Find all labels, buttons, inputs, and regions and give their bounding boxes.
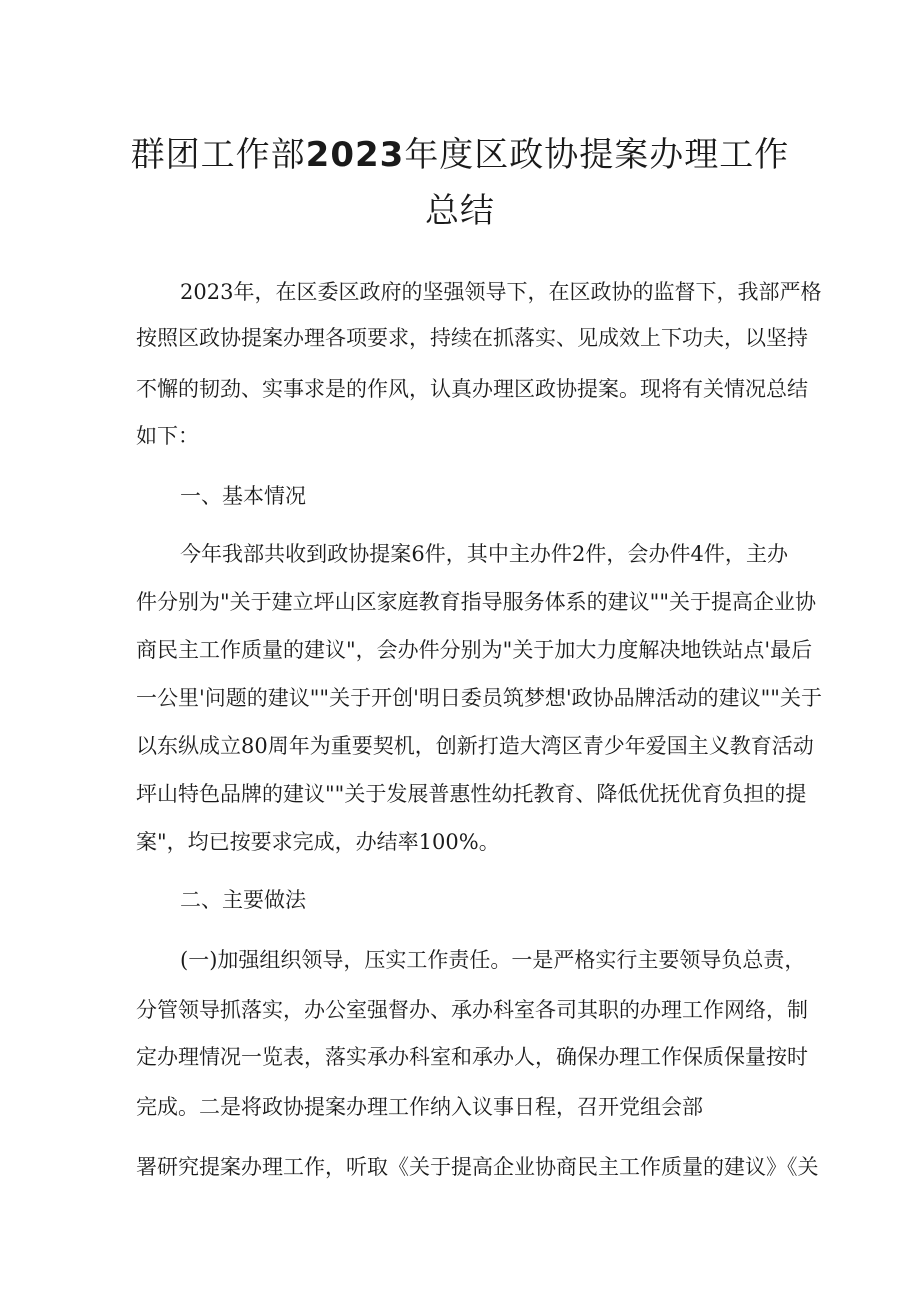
- section-heading-basic: 一、基本情况: [180, 484, 306, 508]
- basic-line: 一公里'问题的建议""关于开创'明日委员筑梦想'政协品牌活动的建议""关于: [136, 686, 822, 710]
- practice-line: 完成。二是将政协提案办理工作纳入议事日程，召开党组会部: [136, 1095, 703, 1119]
- basic-line: 以东纵成立80周年为重要契机，创新打造大湾区青少年爱国主义教育活动: [136, 734, 814, 758]
- continued-line: 署研究提案办理工作，听取《关于提高企业协商民主工作质量的建议》《关: [136, 1155, 819, 1179]
- basic-line: 商民主工作质量的建议"，会办件分别为"关于加大力度解决地铁站点'最后: [136, 638, 813, 662]
- basic-line: 今年我部共收到政协提案6件，其中主办件2件，会办件4件，主办: [180, 542, 788, 566]
- practice-line: 定办理情况一览表，落实承办科室和承办人，确保办理工作保质保量按时: [136, 1045, 808, 1069]
- intro-line: 不懈的韧劲、实事求是的作风，认真办理区政协提案。现将有关情况总结: [136, 377, 808, 401]
- section-heading-practice: 二、主要做法: [180, 888, 306, 912]
- title-year: 2023: [305, 135, 405, 175]
- intro-line: 按照区政协提案办理各项要求，持续在抓落实、见成效上下功夫，以坚持: [136, 326, 808, 350]
- practice-line: 分管领导抓落实，办公室强督办、承办科室各司其职的办理工作网络，制: [136, 998, 808, 1022]
- practice-line: (一)加强组织领导，压实工作责任。一是严格实行主要领导负总责，: [180, 948, 806, 972]
- basic-line: 坪山特色品牌的建议""关于发展普惠性幼托教育、降低优抚优育负担的提: [136, 782, 807, 806]
- intro-line: 2023年，在区委区政府的坚强领导下，在区政协的监督下，我部严格: [180, 280, 822, 304]
- title-prefix: 群团工作部: [130, 135, 306, 175]
- intro-line: 如下：: [136, 424, 199, 448]
- title-suffix: 年度区政协提案办理工作: [404, 135, 790, 175]
- basic-line: 案"，均已按要求完成，办结率100%。: [136, 830, 500, 854]
- document-title-line2: 总结: [425, 191, 495, 231]
- document-title: [100, 135, 820, 175]
- basic-line: 件分别为"关于建立坪山区家庭教育指导服务体系的建议""关于提高企业协: [136, 590, 816, 614]
